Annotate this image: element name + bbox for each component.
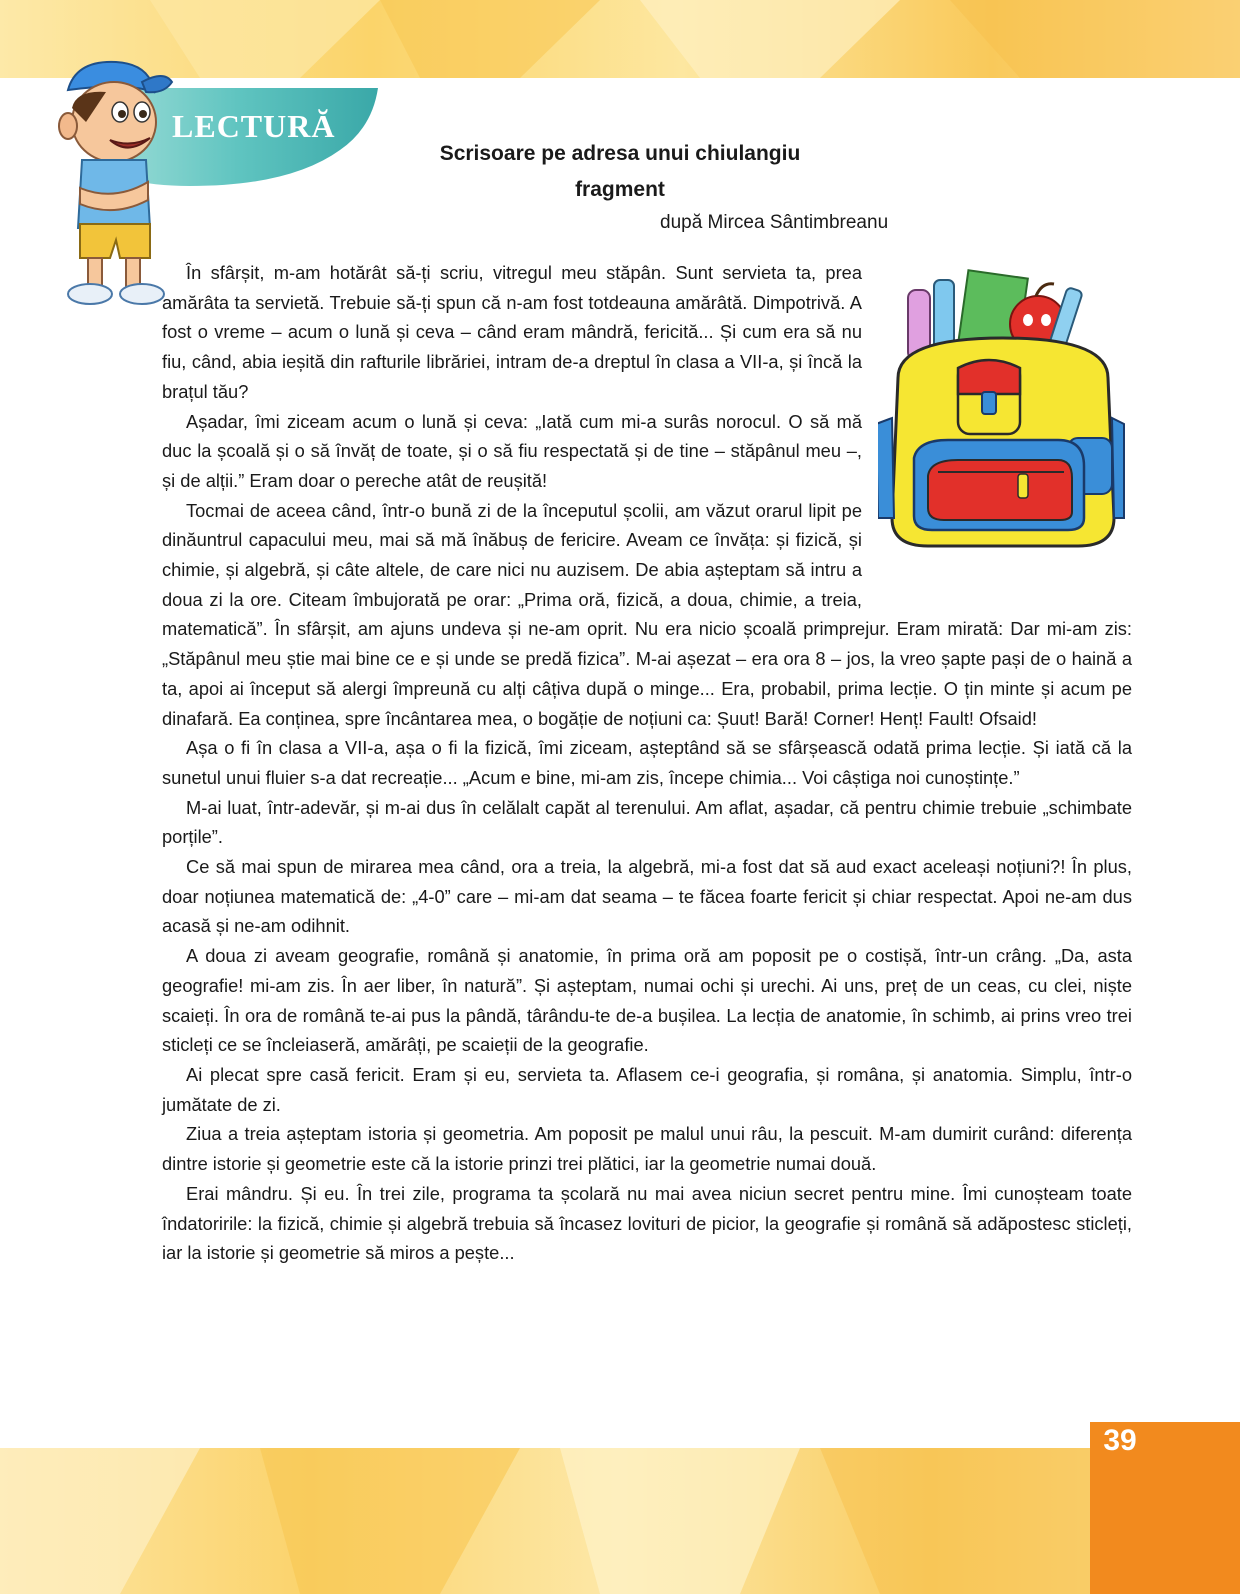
paragraph: Tocmai de aceea când, într-o bună zi de la începutul școlii, am văzut orarul lipit pe dinăuntrul capacului meu, mai să mă înăbuș de fericire. Aveam ce învăța: și fizică, și chimie, și algebră, și câte altele, de care nici nu auzisem. De abia așteptam să intru a doua zi la ore. Citeam îmbujorată pe orar: „Prima oră, fizică, a doua, chimie, a treia, matematică”. În sfârșit, am ajuns undeva și ne-am oprit. Nu era nicio școală primprejur. Eram mirată: Dar mi-am zis: „Stăpânul meu știe mai bine ce e și unde se predă fizica”. M-ai așezat – era ora 8 – jos, la vreo șapte pași de o haină a ta, apoi ai început să alergi împreună cu alți câțiva după o minge... Era, probabil, prima lecție. O țin minte și acum pe dinafară. Ea conținea, spre încântarea mea, o bogăție de noțiuni ca: Șuut! Bară! Corner! Henț! Fault! Ofsaid!	[162, 499, 1132, 729]
paragraph: M-ai luat, într-adevăr, și m-ai dus în celălalt capăt al terenului. Am aflat, așadar, că pentru chimie trebuie „schimbate porțile”.	[162, 796, 1132, 848]
paragraph: A doua zi aveam geografie, română și anatomie, în prima oră am poposit pe o costișă, într-un crâng. „Da, asta geografie! mi-am zis. În aer liber, în natură”. Și așteptam, numai ochi și urechi. Ai uns, preț de un ceas, cu clei, niște scaieți. În ora de română te-ai pus la pândă, târându-te de-a bușilea. La lecția de anatomie, în schimb, ai prins vreo trei sticleți ce se încleiaseră, amărâți, pe scaieții de la geografie.	[162, 945, 1132, 1056]
story-subtitle: fragment	[575, 178, 665, 201]
story-title: Scrisoare pe adresa unui chiulangiu	[439, 142, 801, 165]
paragraph: Ai plecat spre casă fericit. Eram și eu, servieta ta. Aflasem ce-i geografia, și româna, și anatomia. Simplu, într-o jumătate de zi.	[162, 1063, 1132, 1115]
paragraph: Așadar, îmi ziceam acum o lună și ceva: „Iată cum mi-a surâs norocul. O să mă duc la școală și o să învăț de toate, și o să fiu respectată și de tine – stăpânul meu –, și de alții.” Eram doar o pereche atât de reușită!	[162, 410, 862, 491]
paragraph: În sfârșit, m-am hotărât să-ți scriu, vitregul meu stăpân. Sunt servieta ta, prea amărâta ta servietă. Trebuie să-ți spun că n-am fost totdeauna amărâtă. Dimpotrivă. A fost o vreme – acum o lună și ceva – când eram mândră, fericită... Și cum era să nu fiu, când, abia ieșită din rafturile librăriei, intram de-a dreptul în clasa a VII-a, și încă la brațul tău?	[162, 262, 862, 402]
paragraph: Ziua a treia așteptam istoria și geometria. Am poposit pe malul unui râu, la pescuit. M-am dumirit curând: diferența dintre istorie și geometrie este că la istorie prinzi trei plătici, iar la geometrie numai două.	[162, 1123, 1132, 1175]
image-wrap-spacer	[862, 258, 1132, 592]
story-text	[162, 258, 1132, 1268]
top-decorative-band	[0, 0, 1240, 78]
bottom-decorative-band	[0, 1448, 1240, 1594]
paragraph: Erai mândru. Și eu. În trei zile, programa ta școlară nu mai avea niciun secret pentru mine. Îmi cunoșteam toate îndatoririle: la fizică, chimie și algebră trebuia să încasez lovituri de picior, la geografie și română să adăpostesc sticleți, iar la istorie și geometrie să miros a pește...	[162, 1182, 1132, 1264]
story-author: după Mircea Sântimbreanu	[660, 212, 889, 233]
boy-mascot-icon	[46, 52, 176, 312]
section-label: LECTURĂ	[172, 108, 336, 144]
paragraph: Așa o fi în clasa a VII-a, așa o fi la fizică, îmi ziceam, așteptând să se sfârșească odată prima lecție. Și iată că la sunetul unui fluier s-a dat recreație... „Acum e bine, mi-am zis, începe chimia... Voi câștiga noi cunoștințe.”	[162, 737, 1132, 788]
paragraph: Ce să mai spun de mirarea mea când, ora a treia, la algebră, mi-a fost dat să aud exact aceleași noțiuni?! În plus, doar noțiunea matematică de: „4-0” care – mi-am dat seama – te făcea foarte fericit și chiar respectat. Apoi ne-am dus acasă și ne-am odihnit.	[162, 856, 1132, 937]
page-number: 39	[1103, 1424, 1137, 1457]
